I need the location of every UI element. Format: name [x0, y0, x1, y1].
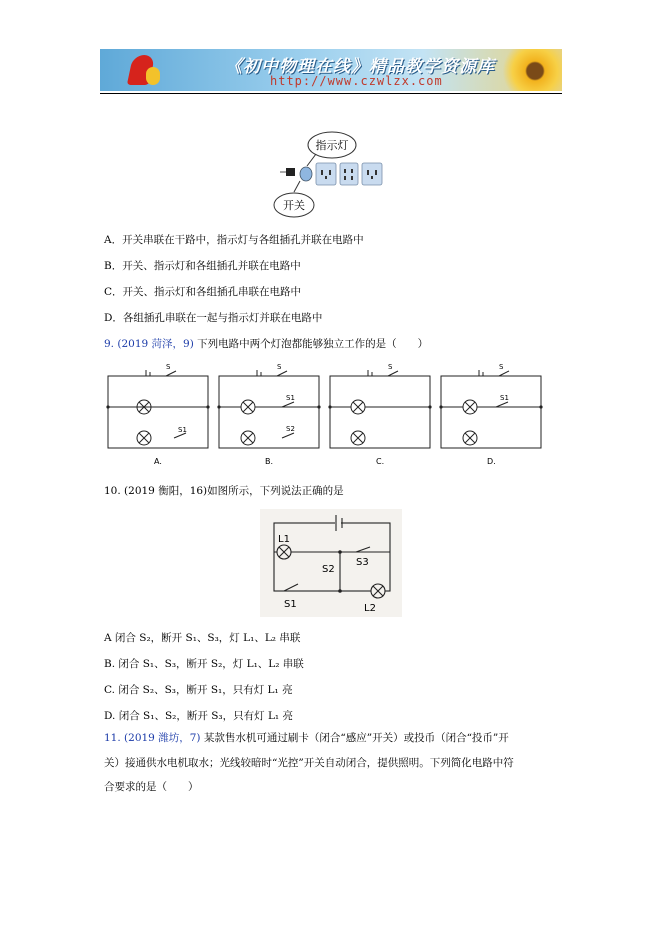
circuit-d	[441, 370, 541, 448]
q11-line-1	[104, 731, 509, 745]
q9-source: (2019 菏泽，9)	[117, 338, 194, 350]
q8-option-d: D．各组插孔串联在一起与指示灯并联在电路中	[104, 312, 323, 324]
q10-option-c: C. 闭合 S₂、S₃，断开 S₁，只有灯 L₁ 亮	[104, 684, 293, 696]
circuit-b-s2: S2	[286, 425, 295, 433]
q9-stem	[104, 337, 428, 351]
indicator-light-icon	[300, 167, 312, 181]
circuit-d-label: D.	[487, 457, 496, 466]
q11-text-1: 某款售水机可通过刷卡（闭合“感应”开关）或投币（闭合“投币”开	[203, 732, 509, 744]
circuit-c-s: S	[388, 363, 393, 371]
q10-l2-label: L2	[364, 603, 376, 614]
q8-option-a: A．开关串联在干路中，指示灯与各组插孔并联在电路中	[104, 234, 364, 246]
q10-stem: 10. (2019 衡阳，16)如图所示，下列说法正确的是	[104, 485, 344, 497]
socket-1	[316, 163, 336, 185]
q11-line-3: 合要求的是（ ）	[104, 781, 199, 793]
q10-l1-label: L1	[278, 534, 290, 545]
callout-switch-label: 开关	[283, 199, 305, 212]
q10-option-d: D. 闭合 S₁、S₂，断开 S₃，只有灯 L₁ 亮	[104, 710, 293, 722]
q10-option-a: A 闭合 S₂，断开 S₁、S₃，灯 L₁、L₂ 串联	[104, 632, 301, 644]
sunflower-icon	[500, 49, 562, 91]
q9-text: 下列电路中两个灯泡都能够独立工作的是（ ）	[197, 338, 429, 350]
q10-s3-label: S3	[356, 557, 369, 568]
circuit-b	[219, 370, 319, 448]
q8-option-c: C．开关、指示灯和各组插孔串联在电路中	[104, 286, 302, 298]
header-banner	[100, 49, 562, 91]
callout-indicator-label: 指示灯	[315, 139, 349, 152]
header-rule	[100, 93, 562, 94]
circuit-b-label: B.	[265, 457, 274, 466]
q11-source: (2019 潍坊，7)	[124, 732, 201, 744]
socket-2	[340, 163, 358, 185]
circuit-d-s: S	[499, 363, 504, 371]
q10-option-b: B. 闭合 S₁、S₃，断开 S₂，灯 L₁、L₂ 串联	[104, 658, 304, 670]
circuit-b-s: S	[277, 363, 282, 371]
q10-s1-label: S1	[284, 599, 297, 610]
q8-option-b: B．开关、指示灯和各组插孔并联在电路中	[104, 260, 301, 272]
q11-line-2: 关）接通供水电机取水；光线较暗时“光控”开关自动闭合，提供照明。下列简化电路中符	[104, 757, 514, 769]
banner-url: http://www.czwlzx.com	[270, 74, 443, 88]
q9-number: 9.	[104, 338, 115, 350]
circuit-a	[108, 370, 208, 448]
circuit-a-s: S	[166, 363, 171, 371]
banner-title: 《初中物理在线》精品教学资源库	[225, 57, 495, 77]
q10-circuit-figure	[260, 509, 402, 617]
circuit-a-s1: S1	[178, 426, 187, 434]
plug-icon	[286, 168, 295, 176]
circuit-a-label: A.	[154, 457, 162, 466]
circuit-d-s1: S1	[500, 394, 509, 402]
power-strip-figure	[270, 128, 390, 222]
q11-number: 11.	[104, 732, 121, 744]
circuit-b-s1: S1	[286, 394, 295, 402]
q9-circuits	[98, 362, 548, 468]
circuit-c	[330, 370, 430, 448]
circuit-c-label: C.	[376, 457, 385, 466]
q10-s2-label: S2	[322, 564, 335, 575]
socket-3	[362, 163, 382, 185]
logo-accent-icon	[146, 67, 160, 85]
